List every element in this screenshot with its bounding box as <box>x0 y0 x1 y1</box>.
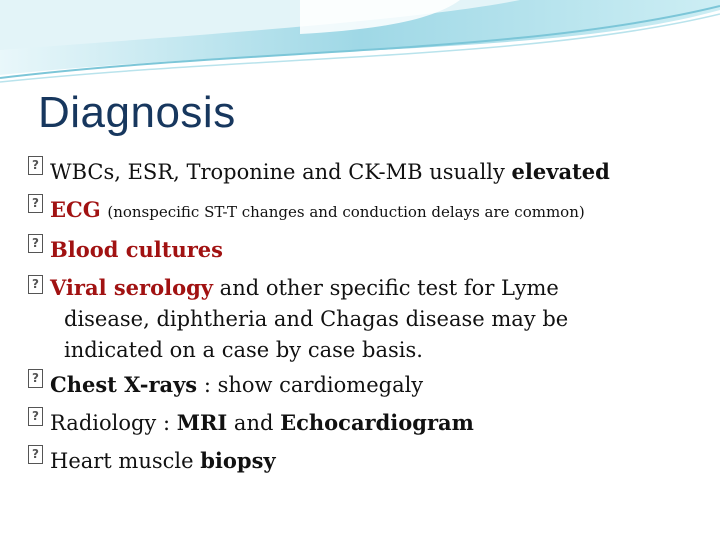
bullet-radiology <box>28 404 708 442</box>
bullet-glyph-icon <box>28 445 43 464</box>
bullet-text: and <box>227 411 281 435</box>
bullet-biopsy <box>28 442 708 480</box>
bullet-glyph-icon <box>28 369 43 388</box>
bullet-emphasis-echo: Echocardiogram <box>280 410 474 435</box>
bullet-text-line3: indicated on a case by case basis. <box>64 338 423 362</box>
bullet-glyph-icon <box>28 234 43 253</box>
bullet-viral-serology <box>28 272 708 366</box>
bullet-emphasis: Blood cultures <box>50 237 223 262</box>
decorative-wave-banner <box>0 0 720 90</box>
bullet-glyph-icon <box>28 156 43 175</box>
bullet-note: (nonspecific ST-T changes and conduction delays are common) <box>107 203 585 221</box>
bullet-glyph-icon <box>28 275 43 294</box>
bullet-glyph-icon <box>28 194 43 213</box>
bullet-emphasis: Chest X-rays <box>50 372 198 397</box>
slide-title: Diagnosis <box>38 88 236 137</box>
bullet-emphasis: elevated <box>511 159 610 184</box>
bullet-text: and other specific test for Lyme <box>213 276 559 300</box>
bullet-ecg <box>28 191 708 231</box>
bullet-emphasis-mri: MRI <box>176 410 228 435</box>
bullet-glyph-icon <box>28 407 43 426</box>
bullet-text: : show cardiomegaly <box>197 373 424 397</box>
bullet-blood-cultures <box>28 231 708 269</box>
bullet-emphasis: ECG <box>50 197 101 222</box>
bullet-text: Radiology : <box>50 411 177 435</box>
bullet-text: WBCs, ESR, Troponine and CK-MB usually <box>50 160 512 184</box>
bullet-text-line2: disease, diphtheria and Chagas disease may be <box>64 307 569 331</box>
bullet-lab-markers <box>28 153 708 191</box>
bullet-list <box>28 153 708 480</box>
bullet-emphasis: Viral serology <box>50 275 213 300</box>
bullet-chest-xrays <box>28 366 708 404</box>
bullet-emphasis: biopsy <box>200 448 276 473</box>
bullet-text: Heart muscle <box>50 449 201 473</box>
